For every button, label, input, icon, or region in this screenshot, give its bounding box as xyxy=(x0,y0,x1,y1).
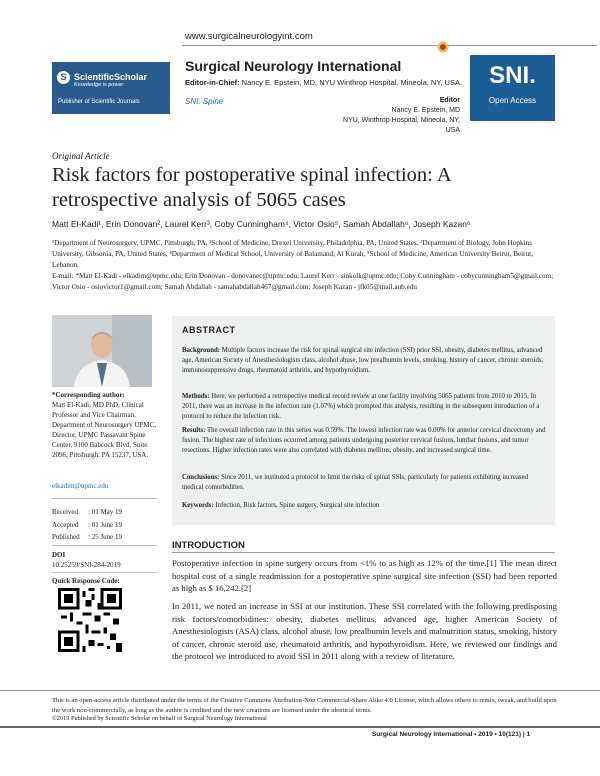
abstract-keywords: Keywords: Infection, Risk factors, Spine surgery, Surgical site infection xyxy=(182,502,380,509)
footer-rule xyxy=(0,690,600,691)
author-photo xyxy=(52,315,152,387)
intro-heading: INTRODUCTION xyxy=(172,540,245,551)
doi-label: DOI xyxy=(52,551,66,559)
journal-name: Surgical Neurology International xyxy=(185,58,402,74)
header-rule xyxy=(182,45,597,46)
copyright-text: ©2019 Published by Scientific Scholar on behalf of Surgical Neurology International xyxy=(52,715,267,722)
abstract-results: Results: The overall infection rate in this series was 0.59%. The lowest infection rate was 0.00% for anterior cervical discectomy and fusion. The highest rate of infections occurred among patients undergoing posterior cervical fusions, lumbar fusions, and tumor resections. Higher infection rates were also correlated with diabetes mellitus, obesity, and increased surgical time. xyxy=(182,427,546,454)
qr-code-icon[interactable] xyxy=(58,588,122,652)
divider xyxy=(52,572,157,573)
journal-url[interactable]: www.surgicalneurologyint.com xyxy=(185,31,313,42)
corresponding-author-text: Matt El-Kadi, MD PhD, Clinical Professor and Vice Chairman, Department of Neurosurgery UPMC, Director, UPMC Passavant Spine Center, 9100 Babcock Blvd, Suite 2096, Pittsburgh, PA 15237, USA. xyxy=(52,401,157,459)
abstract-heading: ABSTRACT xyxy=(182,325,236,335)
corresponding-author xyxy=(52,390,162,460)
editor-in-chief-name: Nancy E. Epstein, MD, NYU Winthrop Hospital, Mineola, NY, USA. xyxy=(241,78,463,87)
sni-logo xyxy=(470,55,555,121)
editor-affil: NYU, Winthrop Hospital, Mineola, NY, USA xyxy=(343,117,460,134)
divider xyxy=(52,545,157,546)
open-access-label: Open Access xyxy=(488,96,537,105)
article-title: Risk factors for postoperative spinal infection: A retrospective analysis of 5065 cases xyxy=(52,164,451,211)
footer-citation: Surgical Neurology International • 2019 • 10(121) | 1 xyxy=(372,731,531,738)
publisher-tagline: Knowledge is power xyxy=(74,82,124,88)
author-list: Matt El-Kadi¹, Erin Donovan², Laurel Kerr³, Coby Cunningham⁴, Victor Osio⁵, Samah Abdallah⁶, Joseph Kazan⁶ xyxy=(52,219,471,229)
intro-rule xyxy=(172,552,555,553)
author-emails: E-mail: *Matt El-Kadi - elkadim@upmc.edu; Erin Donovan - donovanec@upmc.edu; Laurel Kerr - sinkolk@upmc.edu; Coby Cunningham - cobycunningham5@gmail.com; Victor Osio - osiovictor1@gmail.com; Samah Abdallah - samahabdallah467@gmail.com; Joseph Kazan - jfk05@mail.aub.edu xyxy=(52,272,554,291)
abstract-conclusions: Conclusions: Since 2011, we instituted a protocol to limit the risks of spinal SSIs, particularly for patients exhibiting increased medical comorbidities. xyxy=(182,474,528,491)
pdf-icon[interactable] xyxy=(437,39,449,54)
editor-label: Editor xyxy=(439,97,460,104)
doi-link[interactable]: 10.25259/SNI-284-2019 xyxy=(52,561,121,569)
editor-block xyxy=(330,96,460,136)
date-published: Published : 25 June 19 xyxy=(52,533,123,541)
article-type: Original Article xyxy=(52,151,110,161)
journal-section: SNI: Spine xyxy=(185,97,224,106)
publisher-name: ScientificScholar xyxy=(74,72,148,82)
intro-paragraph-1: Postoperative infection in spine surgery occurs from <1% to as high as 12% of the time.[1] The mean direct hospital cost of a single readmission for a postoperative spine surgical site infection (SSI) had been reported as high as $ 16,242.[2] xyxy=(172,558,557,594)
divider xyxy=(52,498,157,499)
abstract-methods: Methods: Here, we performed a retrospective medical record review at one facility involving 5065 patients from 2010 to 2015. In 2011, there was an increase in the infection rate (1.07%) which prompted this analysis, resulting in the subsequent introduction of a protocol to reduce the infection risk. xyxy=(182,393,540,420)
editor-in-chief-label: Editor-in-Chief: xyxy=(185,78,240,87)
publisher-logo-icon: S xyxy=(57,71,70,84)
editor-in-chief xyxy=(185,78,462,87)
date-received: Received : 01 May 19 xyxy=(52,508,123,516)
corresponding-email-link[interactable]: elkadim@upmc.edu xyxy=(52,482,109,490)
article-dates xyxy=(52,506,122,544)
publisher-sub: Publisher of Scientific Journals xyxy=(58,99,140,105)
affiliations: ¹Department of Neurosurgery, UPMC, Pittsburgh, PA, ²School of Medicine, Drexel University, Philadelphia, PA, United States, ³Department of Biology, John Hopkins University, Gibsonia, PA, United States, ⁴Department of Medical School, University of Balamand, Al Kurah, ⁵School of Medicine, American University Beirut, Beirut, Lebanon. xyxy=(52,239,533,269)
intro-paragraph-2: In 2011, we noted an increase in SSI at our institution. These SSI correlated with the following predisposing risk factors/comorbidities: obesity, diabetes mellitus, advanced age, higher American Society of Anesthesiologists (ASA) class, alcohol abuse, low prealbumin levels and malnutrition status, smoking, history of cancer, chronic steroid use, rheumatoid arthritis, and hypothyroidism. Here, we reviewed our findings and the protocol we introduced to avoid SSI in 2011 along with a review of literature. xyxy=(172,601,557,662)
abstract-background: Background: Multiple factors increase the risk for spinal surgical site infection (SSI) prior SSI, obesity, diabetes mellitus, advanced age, American Society of Anesthesiologists class, alcohol abuse, low prealbumin levels, smoking, history of cancer, chronic steroids, immunosuppressive drugs, rheumatoid arthritis, and hypothyroidism. xyxy=(182,347,544,374)
sni-logo-text: SNI. xyxy=(489,62,536,89)
qr-label: Quick Response Code: xyxy=(52,577,120,585)
doi-block xyxy=(52,550,121,570)
date-accepted: Accepted : 01 June 19 xyxy=(52,520,123,529)
publisher-logo xyxy=(52,62,170,114)
footer-bar xyxy=(0,726,600,728)
corresponding-author-label: *Corresponding author: xyxy=(52,391,125,399)
editor-name: Nancy E. Epstein, MD xyxy=(391,107,460,114)
license-text: This is an open-access article distributed under the terms of the Creative Commons Attribution-Non Commercial-Share Alike 4.0 License, which allows others to remix, tweak, and build upon the work non-commercially, as long as the author is credited and the new creations are licensed under the identical terms. xyxy=(52,697,557,714)
